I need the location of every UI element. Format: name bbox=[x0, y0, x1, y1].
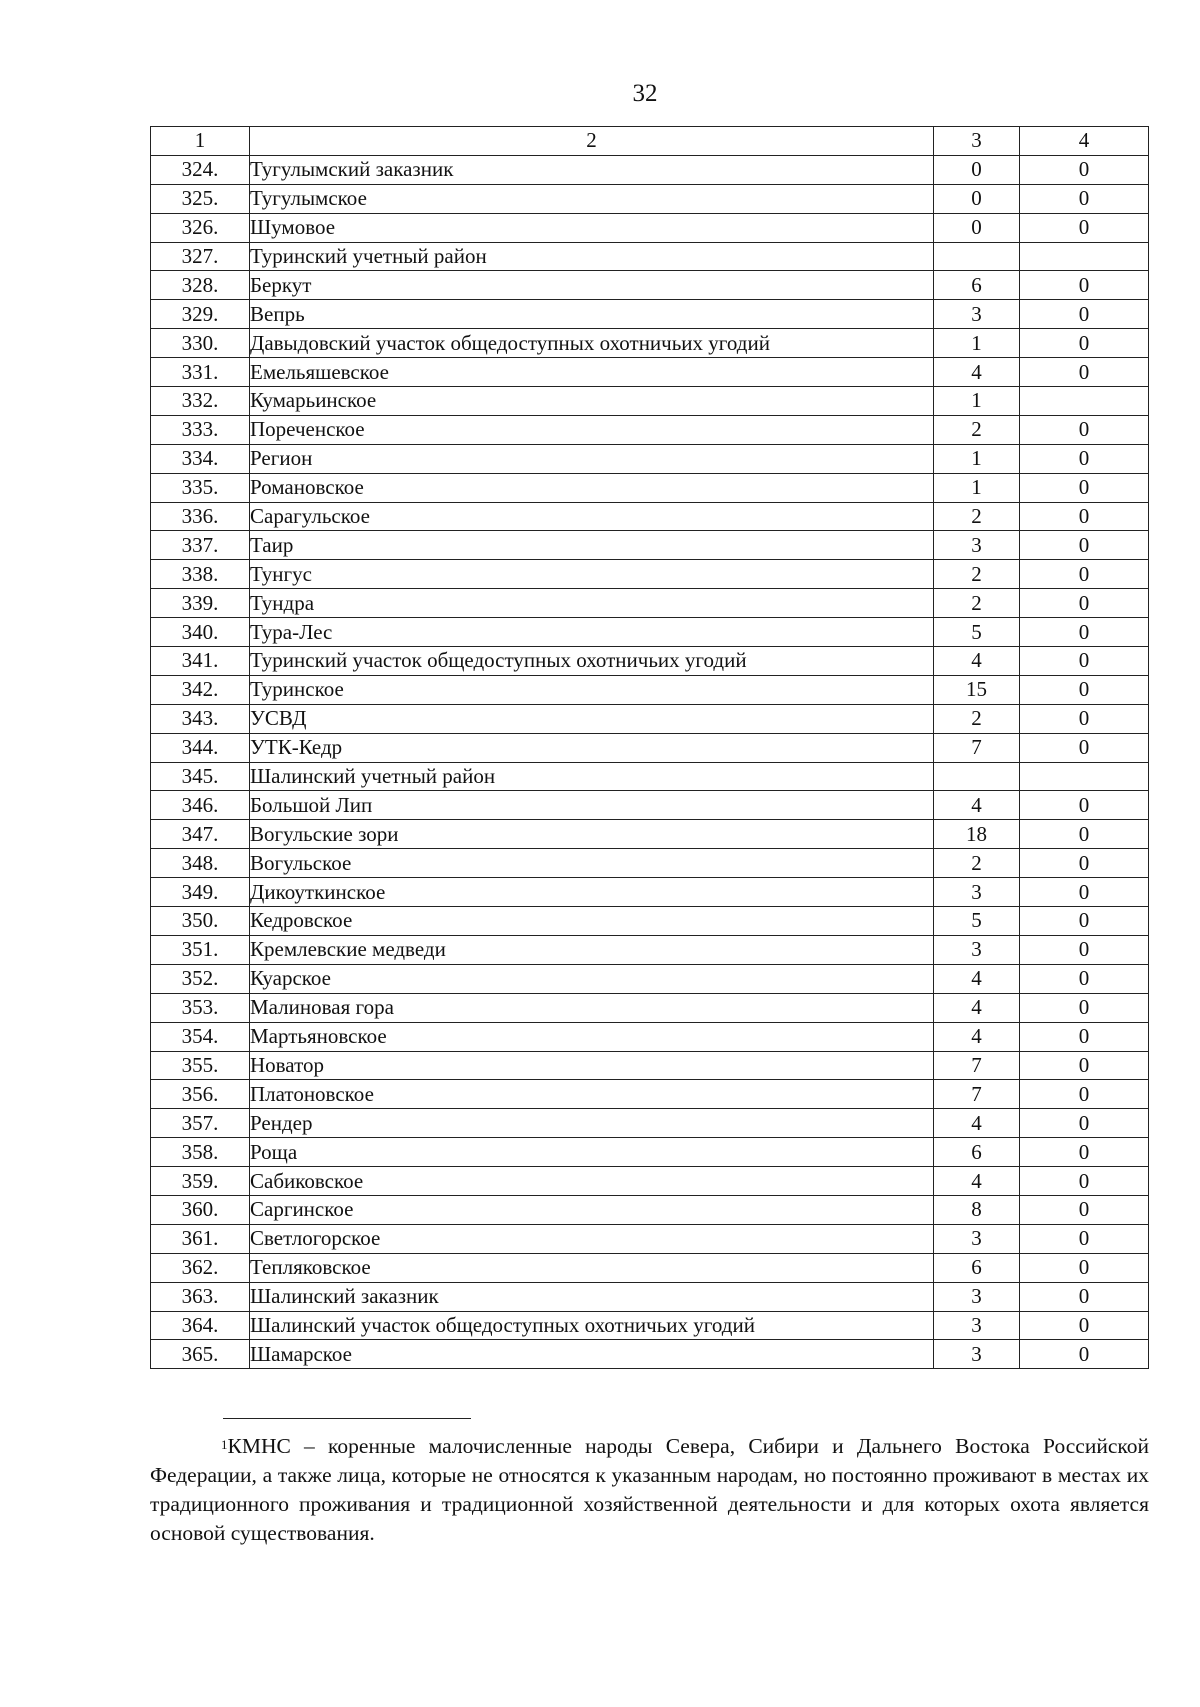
hunting-ground-name: Туринское bbox=[250, 675, 934, 704]
hunting-grounds-table bbox=[150, 126, 1149, 1369]
column-3-value: 3 bbox=[934, 878, 1020, 907]
hunting-ground-name: Давыдовский участок общедоступных охотничьих угодий bbox=[250, 329, 934, 358]
hunting-ground-name: Большой Лип bbox=[250, 791, 934, 820]
column-3-value: 6 bbox=[934, 1138, 1020, 1167]
hunting-ground-name: Сабиковское bbox=[250, 1167, 934, 1196]
table-row bbox=[151, 1022, 1149, 1051]
row-number: 335. bbox=[151, 473, 250, 502]
column-4-value bbox=[1020, 387, 1149, 416]
column-4-value: 0 bbox=[1020, 329, 1149, 358]
column-4-value: 0 bbox=[1020, 1167, 1149, 1196]
column-3-value: 7 bbox=[934, 733, 1020, 762]
column-3-value bbox=[934, 242, 1020, 271]
hunting-ground-name: Кедровское bbox=[250, 907, 934, 936]
column-3-value: 15 bbox=[934, 675, 1020, 704]
table-row bbox=[151, 387, 1149, 416]
column-3-value: 2 bbox=[934, 849, 1020, 878]
hunting-ground-name: Шамарское bbox=[250, 1340, 934, 1369]
column-3-value bbox=[934, 762, 1020, 791]
hunting-ground-name: Кремлевские медведи bbox=[250, 935, 934, 964]
column-4-value: 0 bbox=[1020, 213, 1149, 242]
hunting-ground-name: Кумарьинское bbox=[250, 387, 934, 416]
hunting-ground-name: Сарагульское bbox=[250, 502, 934, 531]
column-4-value bbox=[1020, 762, 1149, 791]
hunting-ground-name: Беркут bbox=[250, 271, 934, 300]
column-4-value: 0 bbox=[1020, 820, 1149, 849]
column-4-value: 0 bbox=[1020, 358, 1149, 387]
row-number: 332. bbox=[151, 387, 250, 416]
column-4-value: 0 bbox=[1020, 704, 1149, 733]
column-3-value: 7 bbox=[934, 1080, 1020, 1109]
hunting-ground-name: Вепрь bbox=[250, 300, 934, 329]
hunting-ground-name: Шалинский учетный район bbox=[250, 762, 934, 791]
table-row bbox=[151, 560, 1149, 589]
hunting-ground-name: Тундра bbox=[250, 589, 934, 618]
table-row bbox=[151, 935, 1149, 964]
table-row bbox=[151, 1253, 1149, 1282]
hunting-ground-name: Тунгус bbox=[250, 560, 934, 589]
column-header-4: 4 bbox=[1020, 127, 1149, 156]
hunting-ground-name: Регион bbox=[250, 444, 934, 473]
table-row bbox=[151, 1051, 1149, 1080]
table-row bbox=[151, 618, 1149, 647]
hunting-ground-name: Роща bbox=[250, 1138, 934, 1167]
row-number: 356. bbox=[151, 1080, 250, 1109]
column-4-value: 0 bbox=[1020, 907, 1149, 936]
hunting-ground-name: Пореченское bbox=[250, 415, 934, 444]
column-3-value: 4 bbox=[934, 647, 1020, 676]
row-number: 327. bbox=[151, 242, 250, 271]
column-4-value: 0 bbox=[1020, 849, 1149, 878]
row-number: 330. bbox=[151, 329, 250, 358]
table-row bbox=[151, 502, 1149, 531]
hunting-ground-name: УТК-Кедр bbox=[250, 733, 934, 762]
column-3-value: 2 bbox=[934, 560, 1020, 589]
column-3-value: 6 bbox=[934, 1253, 1020, 1282]
table-row bbox=[151, 704, 1149, 733]
column-3-value: 0 bbox=[934, 184, 1020, 213]
row-number: 350. bbox=[151, 907, 250, 936]
row-number: 349. bbox=[151, 878, 250, 907]
hunting-ground-name: Новатор bbox=[250, 1051, 934, 1080]
table-row bbox=[151, 878, 1149, 907]
row-number: 345. bbox=[151, 762, 250, 791]
row-number: 348. bbox=[151, 849, 250, 878]
column-3-value: 6 bbox=[934, 271, 1020, 300]
table-row bbox=[151, 473, 1149, 502]
column-3-value: 4 bbox=[934, 964, 1020, 993]
table-row bbox=[151, 1080, 1149, 1109]
column-4-value: 0 bbox=[1020, 184, 1149, 213]
hunting-ground-name: Вогульское bbox=[250, 849, 934, 878]
column-4-value: 0 bbox=[1020, 1311, 1149, 1340]
column-4-value: 0 bbox=[1020, 1022, 1149, 1051]
row-number: 338. bbox=[151, 560, 250, 589]
column-3-value: 3 bbox=[934, 1224, 1020, 1253]
table-row bbox=[151, 1167, 1149, 1196]
column-4-value: 0 bbox=[1020, 444, 1149, 473]
hunting-ground-name: Емельяшевское bbox=[250, 358, 934, 387]
table-row bbox=[151, 1109, 1149, 1138]
row-number: 362. bbox=[151, 1253, 250, 1282]
column-4-value: 0 bbox=[1020, 1224, 1149, 1253]
hunting-ground-name: Туринский учетный район bbox=[250, 242, 934, 271]
table-row bbox=[151, 849, 1149, 878]
column-3-value: 5 bbox=[934, 907, 1020, 936]
column-3-value: 3 bbox=[934, 1282, 1020, 1311]
row-number: 326. bbox=[151, 213, 250, 242]
hunting-ground-name: Рендер bbox=[250, 1109, 934, 1138]
column-3-value: 3 bbox=[934, 935, 1020, 964]
column-4-value: 0 bbox=[1020, 271, 1149, 300]
table-row bbox=[151, 329, 1149, 358]
hunting-ground-name: Тугулымский заказник bbox=[250, 155, 934, 184]
table-row bbox=[151, 444, 1149, 473]
table-row bbox=[151, 271, 1149, 300]
hunting-ground-name: Саргинское bbox=[250, 1195, 934, 1224]
hunting-ground-name: УСВД bbox=[250, 704, 934, 733]
hunting-ground-name: Платоновское bbox=[250, 1080, 934, 1109]
hunting-ground-name: Тугулымское bbox=[250, 184, 934, 213]
row-number: 364. bbox=[151, 1311, 250, 1340]
table-row bbox=[151, 791, 1149, 820]
column-4-value: 0 bbox=[1020, 155, 1149, 184]
column-4-value: 0 bbox=[1020, 531, 1149, 560]
column-4-value: 0 bbox=[1020, 1282, 1149, 1311]
column-3-value: 1 bbox=[934, 329, 1020, 358]
row-number: 336. bbox=[151, 502, 250, 531]
table-row bbox=[151, 155, 1149, 184]
column-4-value: 0 bbox=[1020, 1109, 1149, 1138]
table-row bbox=[151, 1195, 1149, 1224]
column-3-value: 1 bbox=[934, 387, 1020, 416]
table-row bbox=[151, 531, 1149, 560]
column-3-value: 2 bbox=[934, 589, 1020, 618]
table-row bbox=[151, 1138, 1149, 1167]
table-row bbox=[151, 675, 1149, 704]
column-3-value: 4 bbox=[934, 791, 1020, 820]
row-number: 333. bbox=[151, 415, 250, 444]
column-3-value: 7 bbox=[934, 1051, 1020, 1080]
column-3-value: 8 bbox=[934, 1195, 1020, 1224]
column-4-value: 0 bbox=[1020, 560, 1149, 589]
column-3-value: 0 bbox=[934, 213, 1020, 242]
column-4-value: 0 bbox=[1020, 1051, 1149, 1080]
column-header-3: 3 bbox=[934, 127, 1020, 156]
column-3-value: 4 bbox=[934, 358, 1020, 387]
row-number: 361. bbox=[151, 1224, 250, 1253]
table-row bbox=[151, 733, 1149, 762]
header-row bbox=[151, 127, 1149, 156]
row-number: 328. bbox=[151, 271, 250, 300]
column-4-value: 0 bbox=[1020, 733, 1149, 762]
column-4-value: 0 bbox=[1020, 589, 1149, 618]
column-4-value: 0 bbox=[1020, 1340, 1149, 1369]
row-number: 363. bbox=[151, 1282, 250, 1311]
column-3-value: 0 bbox=[934, 155, 1020, 184]
row-number: 357. bbox=[151, 1109, 250, 1138]
row-number: 343. bbox=[151, 704, 250, 733]
column-4-value: 0 bbox=[1020, 791, 1149, 820]
row-number: 355. bbox=[151, 1051, 250, 1080]
hunting-ground-name: Шалинский участок общедоступных охотничьих угодий bbox=[250, 1311, 934, 1340]
table-row bbox=[151, 1311, 1149, 1340]
column-header-2: 2 bbox=[250, 127, 934, 156]
hunting-ground-name: Куарское bbox=[250, 964, 934, 993]
column-3-value: 2 bbox=[934, 502, 1020, 531]
table-row bbox=[151, 820, 1149, 849]
row-number: 351. bbox=[151, 935, 250, 964]
table-body bbox=[151, 155, 1149, 1368]
column-3-value: 4 bbox=[934, 1109, 1020, 1138]
row-number: 358. bbox=[151, 1138, 250, 1167]
column-4-value: 0 bbox=[1020, 993, 1149, 1022]
column-3-value: 2 bbox=[934, 704, 1020, 733]
row-number: 341. bbox=[151, 647, 250, 676]
hunting-ground-name: Дикоуткинское bbox=[250, 878, 934, 907]
row-number: 325. bbox=[151, 184, 250, 213]
column-4-value: 0 bbox=[1020, 935, 1149, 964]
row-number: 346. bbox=[151, 791, 250, 820]
column-4-value: 0 bbox=[1020, 1195, 1149, 1224]
hunting-ground-name: Вогульские зори bbox=[250, 820, 934, 849]
column-4-value: 0 bbox=[1020, 647, 1149, 676]
column-4-value bbox=[1020, 242, 1149, 271]
table-row bbox=[151, 993, 1149, 1022]
footnote-marker: 1 bbox=[221, 1437, 228, 1452]
column-header-1: 1 bbox=[151, 127, 250, 156]
hunting-ground-name: Тепляковское bbox=[250, 1253, 934, 1282]
column-4-value: 0 bbox=[1020, 1138, 1149, 1167]
row-number: 334. bbox=[151, 444, 250, 473]
column-3-value: 3 bbox=[934, 1340, 1020, 1369]
column-3-value: 3 bbox=[934, 1311, 1020, 1340]
column-3-value: 1 bbox=[934, 473, 1020, 502]
column-3-value: 3 bbox=[934, 531, 1020, 560]
column-3-value: 5 bbox=[934, 618, 1020, 647]
row-number: 365. bbox=[151, 1340, 250, 1369]
hunting-ground-name: Таир bbox=[250, 531, 934, 560]
row-number: 347. bbox=[151, 820, 250, 849]
hunting-ground-name: Шалинский заказник bbox=[250, 1282, 934, 1311]
column-3-value: 4 bbox=[934, 1167, 1020, 1196]
column-4-value: 0 bbox=[1020, 300, 1149, 329]
footnote-text: КМНС – коренные малочисленные народы Севера, Сибири и Дальнего Востока Российской Федерации, а также лица, которые не относятся к указанным народам, но постоянно проживают в местах их традиционного проживания и традиционной хозяйственной деятельности и для которых охота является основой существования. bbox=[150, 1434, 1149, 1545]
row-number: 342. bbox=[151, 675, 250, 704]
column-3-value: 2 bbox=[934, 415, 1020, 444]
hunting-ground-name: Малиновая гора bbox=[250, 993, 934, 1022]
table-row bbox=[151, 184, 1149, 213]
table-row bbox=[151, 213, 1149, 242]
column-4-value: 0 bbox=[1020, 473, 1149, 502]
row-number: 340. bbox=[151, 618, 250, 647]
row-number: 359. bbox=[151, 1167, 250, 1196]
row-number: 353. bbox=[151, 993, 250, 1022]
table-row bbox=[151, 415, 1149, 444]
hunting-ground-name: Романовское bbox=[250, 473, 934, 502]
column-4-value: 0 bbox=[1020, 502, 1149, 531]
row-number: 337. bbox=[151, 531, 250, 560]
table-row bbox=[151, 1340, 1149, 1369]
hunting-ground-name: Шумовое bbox=[250, 213, 934, 242]
row-number: 344. bbox=[151, 733, 250, 762]
footnote-paragraph bbox=[150, 1432, 1149, 1548]
row-number: 360. bbox=[151, 1195, 250, 1224]
table-row bbox=[151, 242, 1149, 271]
hunting-ground-name: Светлогорское bbox=[250, 1224, 934, 1253]
column-4-value: 0 bbox=[1020, 1080, 1149, 1109]
column-4-value: 0 bbox=[1020, 618, 1149, 647]
column-4-value: 0 bbox=[1020, 1253, 1149, 1282]
row-number: 329. bbox=[151, 300, 250, 329]
table-row bbox=[151, 1224, 1149, 1253]
column-4-value: 0 bbox=[1020, 964, 1149, 993]
column-3-value: 3 bbox=[934, 300, 1020, 329]
row-number: 331. bbox=[151, 358, 250, 387]
table-row bbox=[151, 762, 1149, 791]
table-row bbox=[151, 589, 1149, 618]
table-row bbox=[151, 300, 1149, 329]
hunting-ground-name: Мартьяновское bbox=[250, 1022, 934, 1051]
hunting-ground-name: Тура-Лес bbox=[250, 618, 934, 647]
row-number: 324. bbox=[151, 155, 250, 184]
column-4-value: 0 bbox=[1020, 415, 1149, 444]
column-3-value: 1 bbox=[934, 444, 1020, 473]
table-row bbox=[151, 964, 1149, 993]
column-4-value: 0 bbox=[1020, 878, 1149, 907]
table-row bbox=[151, 1282, 1149, 1311]
page-number: 32 bbox=[632, 80, 658, 107]
row-number: 352. bbox=[151, 964, 250, 993]
column-3-value: 4 bbox=[934, 993, 1020, 1022]
row-number: 354. bbox=[151, 1022, 250, 1051]
table-row bbox=[151, 358, 1149, 387]
table-row bbox=[151, 907, 1149, 936]
footnote bbox=[150, 1432, 1149, 1548]
column-3-value: 18 bbox=[934, 820, 1020, 849]
row-number: 339. bbox=[151, 589, 250, 618]
column-3-value: 4 bbox=[934, 1022, 1020, 1051]
table-header bbox=[151, 127, 1149, 156]
column-4-value: 0 bbox=[1020, 675, 1149, 704]
hunting-ground-name: Туринский участок общедоступных охотничьих угодий bbox=[250, 647, 934, 676]
footnote-divider bbox=[223, 1418, 471, 1419]
table-row bbox=[151, 647, 1149, 676]
